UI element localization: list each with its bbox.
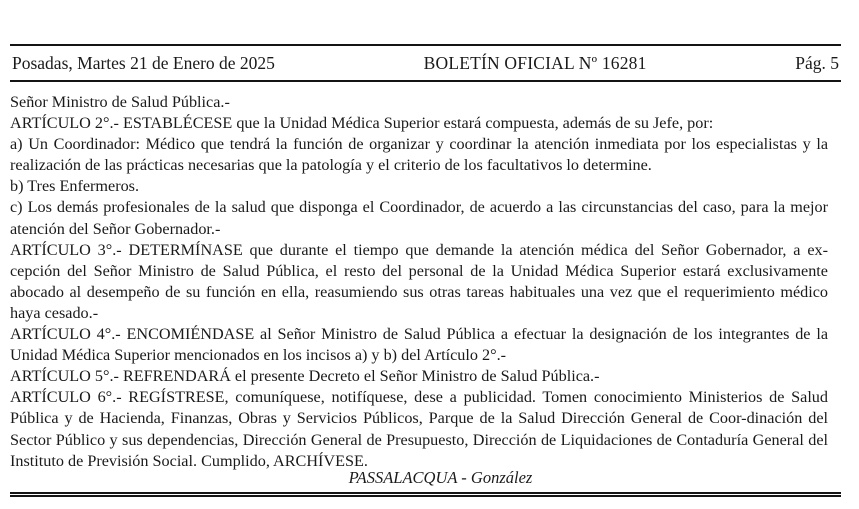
header-bottom-rule	[10, 80, 841, 82]
paragraph-articulo-3: ARTÍCULO 3°.- DETERMÍNASE que durante el tiempo que demande la atención médica del Señor Gobernador, a ex-cepción del Señor Ministro de Salud Pública, el resto del personal de la Unidad Médica Superior estará exclusivamente abocado al desempeño de su función en ella, reasumiendo sus otras tareas habituales una vez que el requerimiento médico haya cesado.-	[10, 240, 828, 322]
paragraph-articulo-4: ARTÍCULO 4°.- ENCOMIÉNDASE al Señor Ministro de Salud Pública a efectuar la designación de los integrantes de la Unidad Médica Superior mencionados en los incisos a) y b) del Artículo 2°.-	[10, 325, 828, 365]
paragraph-inciso-b: b) Tres Enfermeros.	[10, 177, 140, 196]
paragraph-inciso-a: a) Un Coordinador: Médico que tendrá la función de organizar y coordinar la atención inmediata por los especialistas y la realización de las prácticas necesarias que la patología y el criterio de los facultativos lo determine.	[10, 135, 828, 175]
header-publication-title: BOLETÍN OFICIAL Nº 16281	[423, 53, 647, 73]
signature-line: PASSALACQUA - González	[348, 468, 533, 487]
decree-body	[10, 92, 828, 472]
header-row	[10, 46, 841, 80]
paragraph-articulo-6: ARTÍCULO 6°.- REGÍSTRESE, comuníquese, notifíquese, dese a publicidad. Tomen conocimiento Ministerios de Salud Pública y de Hacienda, Finanzas, Obras y Servicios Públicos, Parque de la Salud Dirección General de Coor-dinación del Sector Público y sus dependencias, Dirección General de Presupuesto, Dirección de Liquidaciones de Contaduría General del Instituto de Previsión Social. Cumplido, ARCHÍVESE.	[10, 388, 828, 470]
paragraph-articulo-5: ARTÍCULO 5°.- REFRENDARÁ el presente Decreto el Señor Ministro de Salud Pública.-	[10, 367, 600, 386]
header-page-number: Pág. 5	[795, 53, 839, 73]
paragraph-articulo-2: ARTÍCULO 2°.- ESTABLÉCESE que la Unidad Médica Superior estará compuesta, además de su Jefe, por:	[10, 114, 714, 133]
running-header	[10, 44, 841, 82]
footer-double-rule	[10, 492, 841, 497]
header-place-date: Posadas, Martes 21 de Enero de 2025	[12, 53, 275, 73]
paragraph-closing-addressee: Señor Ministro de Salud Pública.-	[10, 93, 230, 111]
paragraph-inciso-c: c) Los demás profesionales de la salud que disponga el Coordinador, de acuerdo a las circunstancias del caso, para la mejor atención del Señor Gobernador.-	[10, 198, 828, 238]
